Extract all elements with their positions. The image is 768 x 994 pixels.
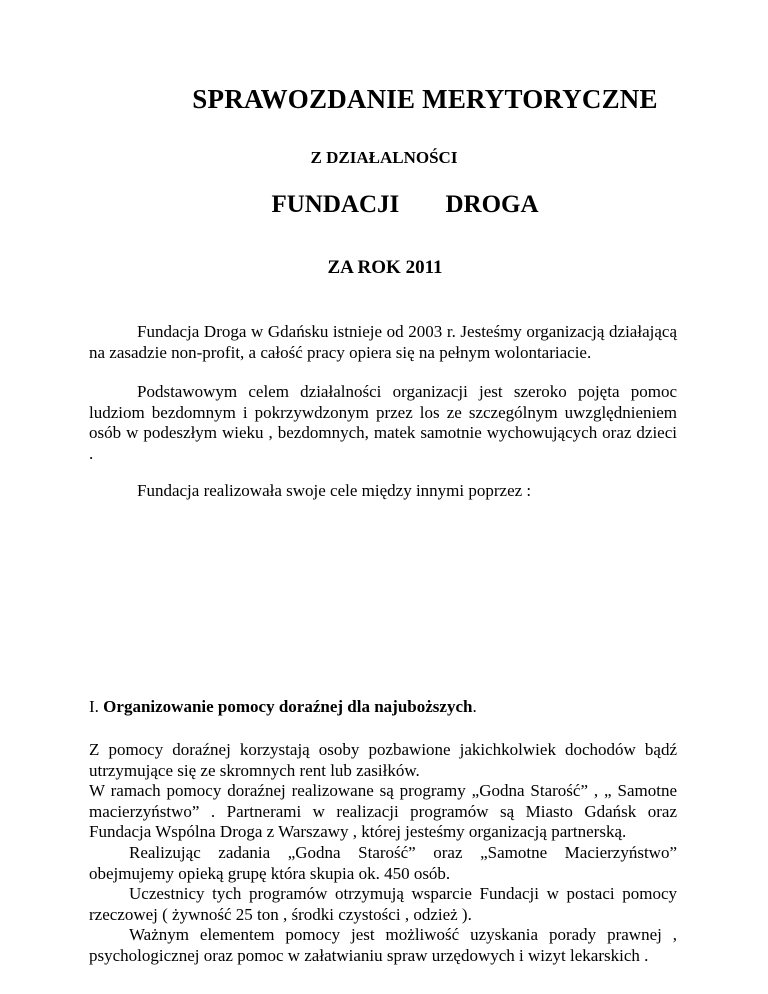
document-subtitle: Z DZIAŁALNOŚCI xyxy=(310,148,458,167)
section-1-title-end: . xyxy=(472,697,477,716)
foundation-name xyxy=(0,191,768,219)
report-year: ZA ROK 2011 xyxy=(327,257,443,278)
document-title: SPRAWOZDANIE MERYTORYCZNE xyxy=(192,84,658,114)
section-1-paragraph-5: Ważnym elementem pomocy jest możliwość uzyskania porady prawnej , psychologicznej oraz pomoc w załatwianiu spraw urzędowych i wizyt lekarskich . xyxy=(89,925,677,965)
intro-paragraph-3: Fundacja realizowała swoje cele między innymi poprzez : xyxy=(137,481,532,500)
foundation-name-part2: DROGA xyxy=(445,191,539,218)
intro-paragraph-3-block xyxy=(89,481,677,502)
section-1-heading xyxy=(89,697,677,718)
section-1-paragraph-2: W ramach pomocy doraźnej realizowane są programy „Godna Starość” , „ Samotne macierzyństwo” . Partnerami w realizacji programów są Miasto Gdańsk oraz Fundacja Wspólna Droga z Warszawy , której jesteśmy organizacją partnerską. xyxy=(89,781,677,842)
intro-paragraph-2: Podstawowym celem działalności organizacji jest szeroko pojęta pomoc ludziom bezdomnym i pokrzywdzonym przez los ze szczególnym uwzględnieniem osób w podeszłym wieku , bezdomnych, matek samotnie wychowujących oraz dzieci . xyxy=(89,382,677,463)
section-1-paragraph-3: Realizując zadania „Godna Starość” oraz „Samotne Macierzyństwo” obejmujemy opieką grupę która skupia ok. 450 osób. xyxy=(89,842,677,883)
section-1-number: I. xyxy=(89,697,99,716)
section-1-title: Organizowanie pomocy doraźnej dla najuboższych xyxy=(103,697,473,716)
foundation-name-part1: FUNDACJI xyxy=(271,191,400,218)
intro-paragraph-2-block xyxy=(89,382,677,464)
intro-paragraph-1: Fundacja Droga w Gdańsku istnieje od 2003 r. Jesteśmy organizacją działającą na zasadzie non-profit, a całość pracy opiera się na pełnym wolontariacie. xyxy=(89,322,677,362)
section-1-paragraph-4: Uczestnicy tych programów otrzymują wsparcie Fundacji w postaci pomocy rzeczowej ( żywność 25 ton , środki czystości , odzież ). xyxy=(89,884,677,924)
section-1-body xyxy=(89,740,677,967)
intro-paragraph-1-block xyxy=(89,322,677,363)
section-1-paragraph-1: Z pomocy doraźnej korzystają osoby pozbawione jakichkolwiek dochodów bądź utrzymujące się ze skromnych rent lub zasiłków. xyxy=(89,740,677,780)
